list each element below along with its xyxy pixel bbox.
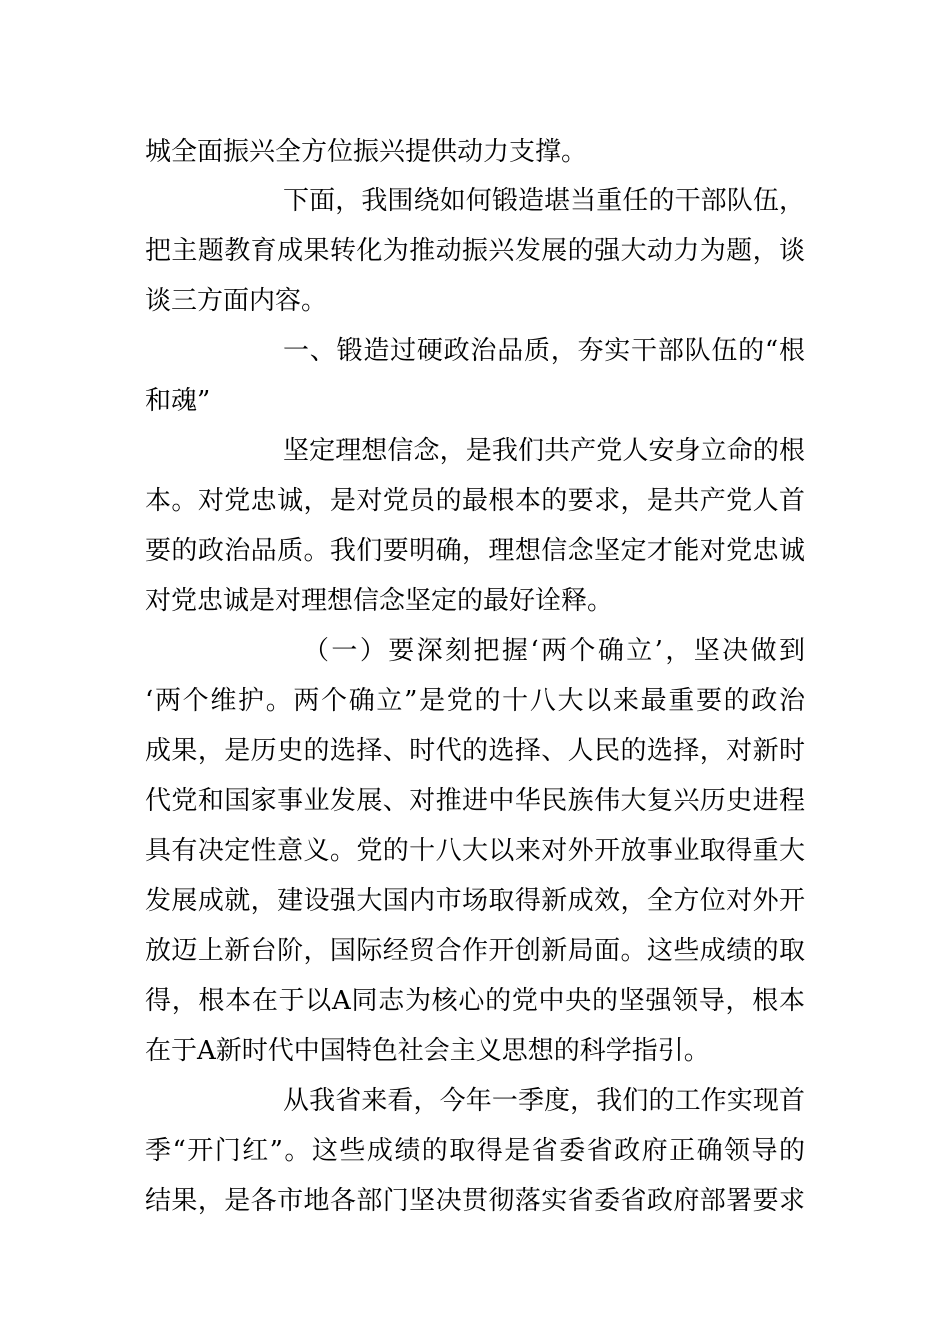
text-line: 要的政治品质。我们要明确，理想信念坚定才能对党忠诚 [145,536,805,566]
text-line: 下面，我围绕如何锻造堪当重任的干部队伍， [283,186,805,216]
text-line: 在于A新时代中国特色社会主义思想的科学指引。 [145,1036,710,1066]
text-line: 具有决定性意义。党的十八大以来对外开放事业取得重大 [145,836,805,866]
text-line: ‘两个维护。两个确立”是党的十八大以来最重要的政治 [145,686,805,716]
subsection-heading: （一）要深刻把握‘两个确立’，坚决做到 [303,636,805,666]
text-line: 本。对党忠诚，是对党员的最根本的要求，是共产党人首 [145,486,805,516]
text-line: 把主题教育成果转化为推动振兴发展的强大动力为题，谈 [145,236,805,266]
text-line: 坚定理想信念，是我们共产党人安身立命的根 [283,436,805,466]
text-line: 代党和国家事业发展、对推进中华民族伟大复兴历史进程 [145,786,805,816]
text-line: 季“开门红”。这些成绩的取得是省委省政府正确领导的 [145,1136,805,1166]
text-line: 成果，是历史的选择、时代的选择、人民的选择，对新时 [145,736,805,766]
text-line: 放迈上新台阶，国际经贸合作开创新局面。这些成绩的取 [145,936,805,966]
text-line: 对党忠诚是对理想信念坚定的最好诠释。 [145,586,614,616]
text-line: 谈三方面内容。 [145,286,328,316]
text-line: 从我省来看，今年一季度，我们的工作实现首 [283,1086,805,1116]
text-line: 结果，是各市地各部门坚决贯彻落实省委省政府部署要求 [145,1186,805,1216]
section-heading: 一、锻造过硬政治品质，夯实干部队伍的“根 [283,336,805,366]
text-line: 城全面振兴全方位振兴提供动力支撑。 [145,137,588,167]
section-heading: 和魂” [145,386,211,416]
text-line: 得，根本在于以A同志为核心的党中央的坚强领导，根本 [145,986,805,1016]
text-line: 发展成就，建设强大国内市场取得新成效，全方位对外开 [145,886,805,916]
